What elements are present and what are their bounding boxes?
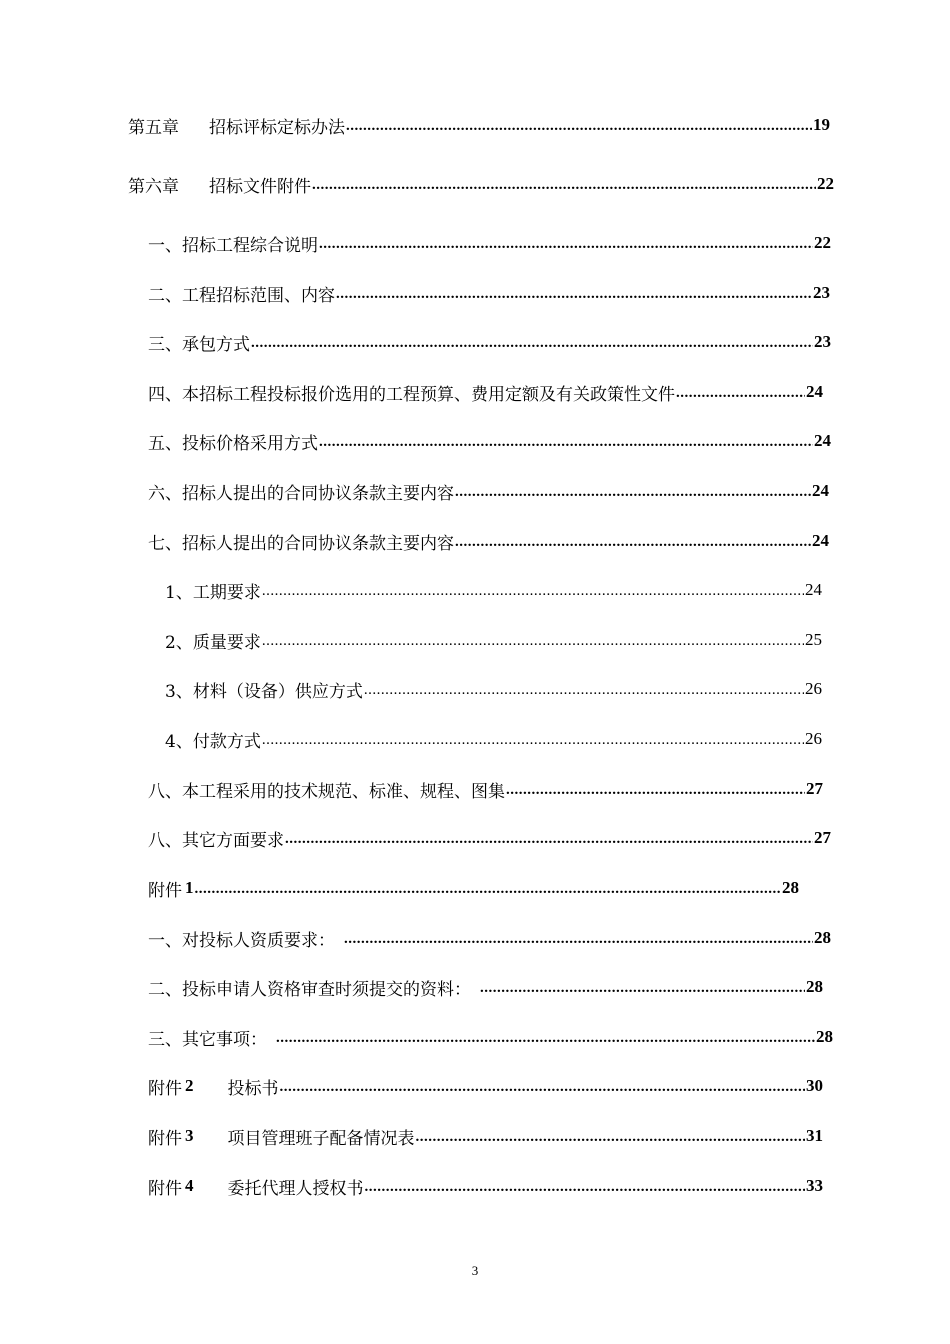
toc-leader-dots [336,284,812,302]
toc-entry[interactable] [148,972,823,1002]
toc-appendix-number: 3 [185,1126,194,1145]
toc-page-number: 23 [813,283,830,302]
toc-page-number: 24 [812,531,829,550]
toc-page-number: 25 [805,630,822,649]
toc-leader-dots [455,532,811,550]
toc-leader-dots [676,383,805,401]
toc-leader-dots [364,680,804,698]
toc-entry[interactable] [148,1022,833,1052]
toc-page-number: 24 [805,580,822,599]
footer-page-number: 3 [471,1263,479,1278]
toc-page-number: 27 [814,828,831,847]
toc-leader-dots [251,333,813,351]
toc-title: 项目管理班子配备情况表 [227,1128,415,1149]
toc-leader-dots [312,175,816,193]
toc-title: 三、其它事项： [148,1029,267,1050]
toc-page-number: 22 [814,233,831,252]
toc-leader-dots [416,1127,806,1145]
toc-page-number: 30 [806,1076,823,1095]
toc-title: 一、对投标人资质要求： [148,930,335,951]
toc-entry[interactable] [148,377,823,407]
toc-title: 八、其它方面要求 [148,830,284,851]
toc-page-number: 24 [812,481,829,500]
toc-page-number: 31 [806,1126,823,1145]
toc-title: 二、投标申请人资格审查时须提交的资料： [148,979,471,1000]
toc-title: 二、工程招标范围、内容 [148,285,335,306]
toc-leader-dots [276,1028,815,1046]
toc-title: 1、工期要求 [165,582,261,603]
toc-leader-dots [285,829,813,847]
toc-entry[interactable] [165,625,822,655]
toc-entry[interactable] [148,526,829,556]
toc-page-number: 26 [805,729,822,748]
toc-page-number: 33 [806,1176,823,1195]
toc-entry[interactable] [165,674,822,704]
toc-appendix-label: 附件 [148,1128,182,1149]
toc-leader-dots [480,978,805,996]
toc-title: 三、承包方式 [148,334,250,355]
toc-entry[interactable] [148,278,830,308]
toc-page-number: 26 [805,679,822,698]
toc-page-number: 28 [782,878,799,897]
toc-entry[interactable] [148,1071,823,1101]
toc-appendix-label: 附件 [148,1178,182,1199]
toc-entry[interactable] [148,228,831,258]
toc-leader-dots [506,780,805,798]
toc-entry[interactable] [148,426,831,456]
toc-entry[interactable] [128,110,830,140]
toc-page-number: 28 [814,928,831,947]
toc-entry[interactable] [148,774,823,804]
toc-page-number: 24 [814,431,831,450]
toc-title: 3、材料（设备）供应方式 [165,681,363,702]
toc-title: 2、质量要求 [165,632,261,653]
toc-chapter-label: 第六章 [128,176,179,197]
toc-leader-dots [262,730,804,748]
toc-leader-dots [344,929,813,947]
toc-page-number: 23 [814,332,831,351]
toc-appendix-label: 附件 [148,880,182,901]
toc-entry[interactable] [148,1121,823,1151]
toc-entry[interactable] [165,575,822,605]
toc-page-number: 28 [806,977,823,996]
toc-title: 四、本招标工程投标报价选用的工程预算、费用定额及有关政策性文件 [148,384,675,405]
toc-title: 六、招标人提出的合同协议条款主要内容 [148,483,454,504]
toc-appendix-number: 2 [185,1076,194,1095]
toc-entry[interactable] [128,169,834,199]
toc-title: 委托代理人授权书 [227,1178,364,1199]
toc-leader-dots [319,234,813,252]
toc-title: 七、招标人提出的合同协议条款主要内容 [148,533,454,554]
toc-leader-dots [319,432,813,450]
toc-title: 招标文件附件 [209,176,311,197]
toc-leader-dots [262,581,804,599]
toc-entry[interactable] [165,724,822,754]
toc-entry[interactable] [148,476,829,506]
toc-appendix-number: 1 [185,878,194,897]
toc-page-number: 24 [806,382,823,401]
toc-leader-dots [365,1177,806,1195]
toc-appendix-number: 4 [185,1176,194,1195]
toc-title: 一、招标工程综合说明 [148,235,318,256]
toc-leader-dots [346,116,812,134]
toc-entry[interactable] [148,327,831,357]
toc-leader-dots [280,1077,806,1095]
toc-entry[interactable] [148,823,831,853]
toc-title: 八、本工程采用的技术规范、标准、规程、图集 [148,781,505,802]
toc-page-number: 27 [806,779,823,798]
toc-entry[interactable] [148,873,799,903]
toc-page-number: 22 [817,174,834,193]
toc-entry[interactable] [148,1171,823,1201]
toc-page-number: 19 [813,115,830,134]
toc-title: 4、付款方式 [165,731,261,752]
toc-title: 招标评标定标办法 [209,117,345,138]
toc-title: 投标书 [227,1078,279,1099]
toc-entry[interactable] [148,923,831,953]
toc-appendix-label: 附件 [148,1078,182,1099]
toc-chapter-label: 第五章 [128,117,179,138]
toc-leader-dots [195,879,782,897]
toc-leader-dots [262,631,804,649]
toc-title: 五、投标价格采用方式 [148,433,318,454]
toc-page-number: 28 [816,1027,833,1046]
toc-leader-dots [455,482,811,500]
